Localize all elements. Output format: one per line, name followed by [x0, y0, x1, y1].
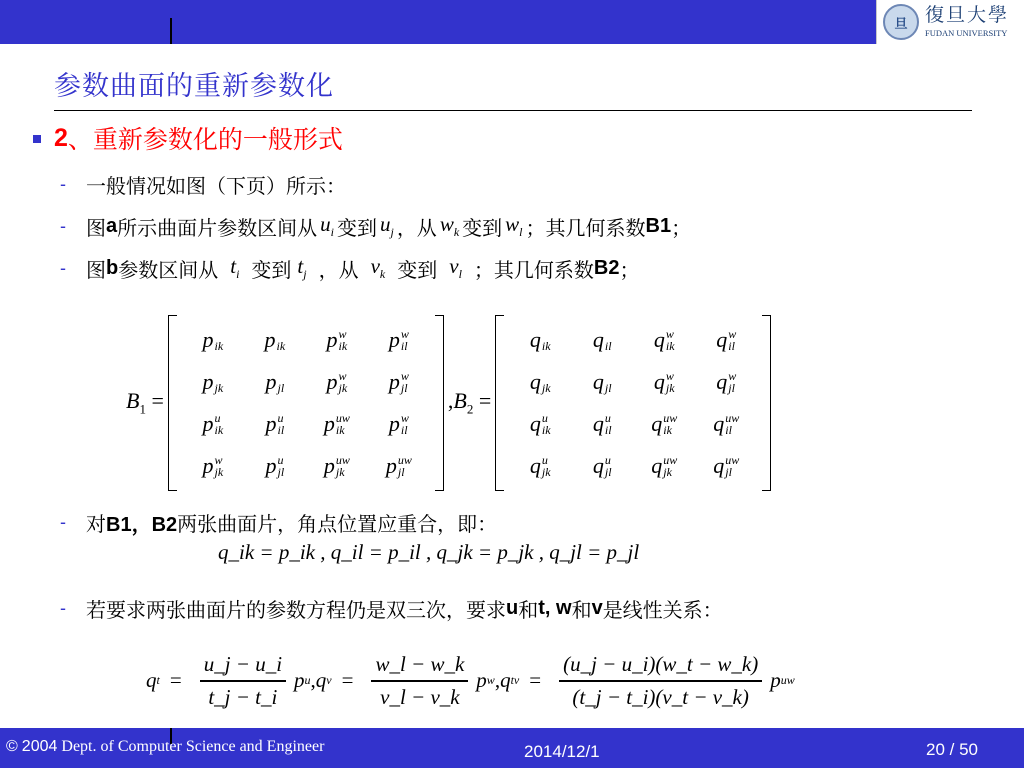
- fraction-w: $\frac{w\_l - w\_k}{v\_l - v\_k}$: [371, 652, 468, 710]
- bullet-corner-coincide: - 对 B1，B2 两张曲面片，角点位置应重合，即：: [60, 512, 498, 536]
- section-number: 2: [54, 123, 68, 152]
- dash-bullet-icon: -: [60, 598, 66, 618]
- bullet-linear-relation: - 若要求两张曲面片的参数方程仍是双三次，要求 u 和 t, w 和 v 是线性关系：: [60, 597, 723, 622]
- copyright-icon: ©: [6, 738, 18, 755]
- fraction-u: $\frac{u\_j - u\_i}{t\_j - t\_i}$: [200, 652, 286, 710]
- bullet-figure-a: - 图 a 所示曲面片参数区间从 $u_i$ 变到 $u_j$ ，从 $w_k$ 变到 $w_l$ ；其几何系数 B1 ；: [60, 212, 692, 240]
- square-bullet-icon: [33, 135, 41, 143]
- matrix-b1: p ik p ik p w ik p w il p jk p jl p w jk p w jl p u ik p u il p uw ik p w il p w jk p u jl p uw jk p uw jl: [168, 315, 444, 491]
- slide-title: 参数曲面的重新参数化: [54, 71, 334, 102]
- matrix-b2-label: $,B_2$ =: [447, 388, 492, 417]
- header-bar: [0, 0, 1024, 44]
- title-divider: [54, 110, 972, 111]
- dash-bullet-icon: -: [60, 258, 66, 278]
- matrix-b1-label: $B_1$ =: [126, 388, 164, 417]
- corner-equation: q_ik = p_ik , q_il = p_il , q_jk = p_jk , q_jl = p_jl: [218, 540, 640, 564]
- footer-copyright: © 2004 Dept. of Computer Science and Engineer: [6, 738, 325, 755]
- linear-relation-equation: q t = $\frac{u\_j - u\_i}{t\_j - t\_i}$ p u , q v = $\frac{w\_l - w\_k}{v\_l - v\_k}$ p w , q tv = $\frac{(u\_j - u\_i)(w\_t - w\_k)}{(t\_j - t\_i)(v\_t - v\_k)}$ p uw: [146, 652, 795, 709]
- fudan-emblem-icon: 旦: [883, 4, 919, 40]
- matrix-b2: q ik q il q w ik q w il q jk q jl q w jk q w jl q u ik q u il q uw ik q uw il q u jk q u jl q uw jk q uw jl: [495, 315, 771, 491]
- section-text: 、重新参数化的一般形式: [67, 125, 343, 154]
- dash-bullet-icon: -: [60, 512, 66, 532]
- dash-bullet-icon: -: [60, 216, 66, 236]
- fudan-logo: [876, 0, 1024, 44]
- dash-bullet-icon: -: [60, 174, 66, 194]
- footer-date: 2014/12/1: [524, 742, 600, 761]
- header-divider: [170, 18, 172, 44]
- bullet-figure-b: - 图 b 参数区间从 $t_i$ 变到 $t_j$ ，从 $v_k$ 变到 $v_l$ ；其几何系数 B2 ；: [60, 254, 640, 282]
- logo-name-cn: 復旦大學: [925, 4, 1010, 27]
- bullet-general-case: - 一般情况如图（下页）所示：: [60, 174, 346, 198]
- footer-bar: [0, 728, 1024, 768]
- footer-page-number: 20 / 50: [926, 740, 978, 759]
- section-heading: [33, 120, 343, 156]
- coefficient-matrices: [126, 314, 776, 492]
- fraction-uw: $\frac{(u\_j - u\_i)(w\_t - w\_k)}{(t\_j - t\_i)(v\_t - v\_k)}$: [559, 652, 762, 710]
- logo-name-en: FUDAN UNIVERSITY: [925, 28, 1008, 39]
